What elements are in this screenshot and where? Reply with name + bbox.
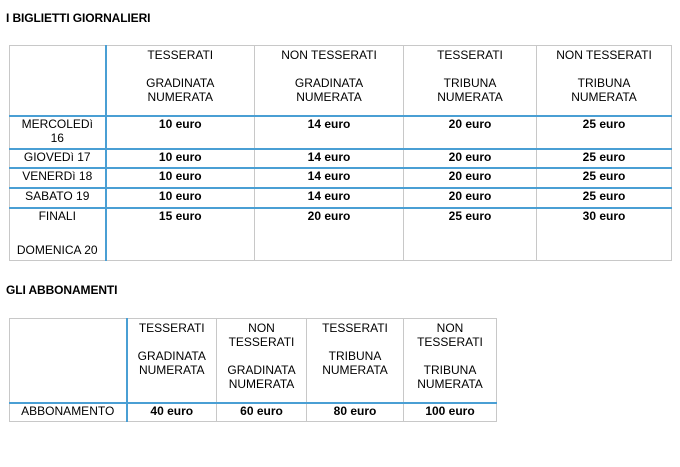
price-cell: 14 euro <box>255 188 404 208</box>
table-row <box>10 188 672 208</box>
header-category-2: TESSERATI <box>228 335 295 349</box>
header-category-2: TESSERATI <box>417 335 483 349</box>
table-row <box>10 208 672 261</box>
day-detail: DOMENICA 20 <box>16 242 98 257</box>
price-cell: 10 euro <box>106 149 255 168</box>
day-label <box>10 208 106 261</box>
season-tickets-table <box>9 318 497 422</box>
daily-tickets-title: I BIGLIETTI GIORNALIERI <box>6 11 151 25</box>
price-cell: 14 euro <box>255 149 404 168</box>
header-category: TESSERATI <box>437 48 503 62</box>
header-seating: NUMERATA <box>322 363 388 377</box>
header-category: TESSERATI <box>322 321 388 335</box>
header-seating: NUMERATA <box>147 90 214 104</box>
price-cell: 25 euro <box>537 168 672 188</box>
price-cell: 25 euro <box>404 208 537 261</box>
season-header-cell <box>404 319 497 403</box>
price-cell: 14 euro <box>255 116 404 149</box>
header-category: NON TESSERATI <box>556 48 652 62</box>
header-category: TESSERATI <box>147 48 214 62</box>
daily-header-cell <box>106 46 255 116</box>
header-seating: NUMERATA <box>138 363 205 377</box>
header-seating: NUMERATA <box>437 90 503 104</box>
header-category: NON TESSERATI <box>281 48 377 62</box>
daily-header-cell <box>255 46 404 116</box>
header-seating: NUMERATA <box>417 377 483 391</box>
price-cell: 60 euro <box>217 403 307 422</box>
daily-header-cell <box>404 46 537 116</box>
price-cell: 14 euro <box>255 168 404 188</box>
day-name: FINALI <box>38 208 76 223</box>
daily-header-corner <box>10 46 106 116</box>
header-seating: NUMERATA <box>296 90 362 104</box>
day-label: SABATO 19 <box>10 188 106 208</box>
season-header-cell <box>217 319 307 403</box>
day-label: GIOVEDì 17 <box>10 149 106 168</box>
season-header-row <box>10 319 497 403</box>
price-cell: 20 euro <box>404 188 537 208</box>
header-area: GRADINATA <box>137 349 206 363</box>
header-area: TRIBUNA <box>577 76 631 90</box>
table-row <box>10 403 497 422</box>
header-area: TRIBUNA <box>443 76 497 90</box>
header-category: NON <box>436 321 464 335</box>
season-header-corner <box>10 319 127 403</box>
header-area: TRIBUNA <box>328 349 382 363</box>
price-cell: 30 euro <box>537 208 672 261</box>
price-cell: 20 euro <box>404 116 537 149</box>
price-cell: 15 euro <box>106 208 255 261</box>
header-area: GRADINATA <box>146 76 215 90</box>
season-header-cell <box>127 319 217 403</box>
price-cell: 10 euro <box>106 116 255 149</box>
day-number: 16 <box>50 130 64 145</box>
header-area: GRADINATA <box>227 363 296 377</box>
daily-header-cell <box>537 46 672 116</box>
header-area: GRADINATA <box>294 76 364 90</box>
season-tickets-title: GLI ABBONAMENTI <box>6 283 118 297</box>
daily-header-row <box>10 46 672 116</box>
price-cell: 20 euro <box>404 168 537 188</box>
season-header-cell <box>307 319 404 403</box>
price-cell: 10 euro <box>106 188 255 208</box>
price-cell: 25 euro <box>537 149 672 168</box>
table-row <box>10 149 672 168</box>
header-area: TRIBUNA <box>423 363 477 377</box>
season-label: ABBONAMENTO <box>10 403 127 422</box>
price-cell: 25 euro <box>537 188 672 208</box>
day-name: MERCOLEDì <box>21 116 93 131</box>
header-seating: NUMERATA <box>228 377 295 391</box>
price-cell: 20 euro <box>404 149 537 168</box>
price-cell: 40 euro <box>127 403 217 422</box>
day-label <box>10 116 106 149</box>
price-cell: 10 euro <box>106 168 255 188</box>
day-label: VENERDì 18 <box>10 168 106 188</box>
header-category: NON <box>248 321 275 335</box>
price-cell: 25 euro <box>537 116 672 149</box>
header-category: TESSERATI <box>138 321 205 335</box>
table-row <box>10 116 672 149</box>
price-cell: 20 euro <box>255 208 404 261</box>
table-row <box>10 168 672 188</box>
price-cell: 100 euro <box>404 403 497 422</box>
price-cell: 80 euro <box>307 403 404 422</box>
daily-tickets-table <box>9 45 672 261</box>
header-seating: NUMERATA <box>571 90 637 104</box>
